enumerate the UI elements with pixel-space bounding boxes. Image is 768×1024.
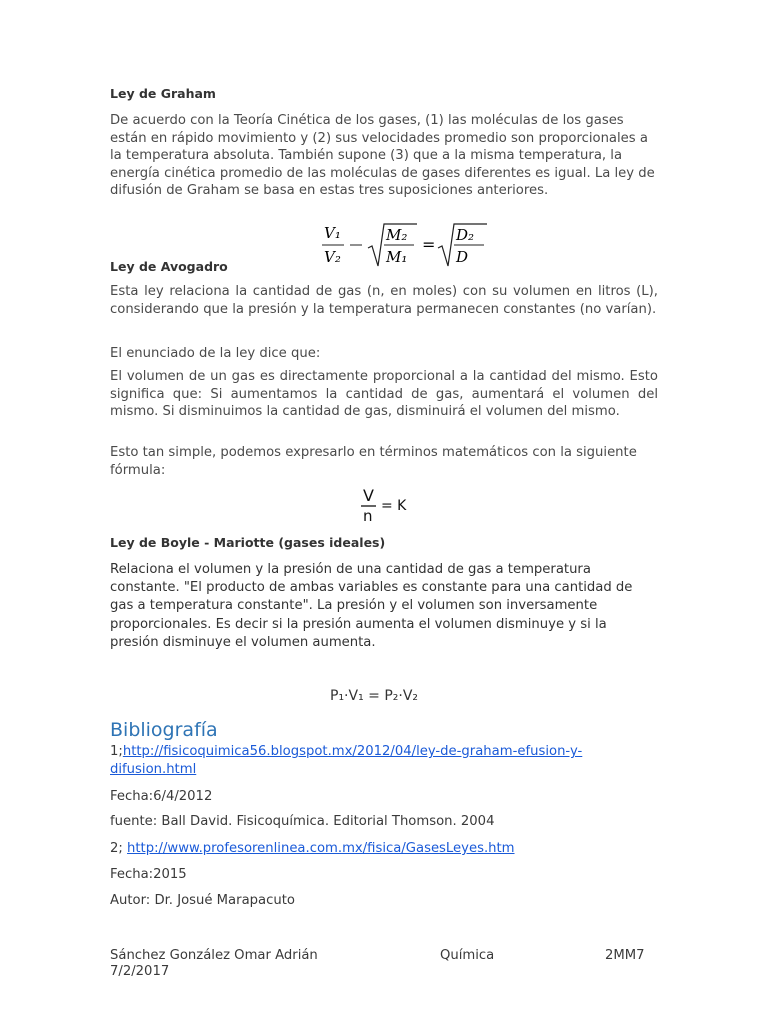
ref1-link[interactable]: http://fisicoquimica56.blogspot.mx/2012/04/ley-de-graham-efusion-y-	[122, 744, 583, 759]
formula-d1: D₂	[456, 226, 475, 244]
formula-k: = K	[381, 498, 407, 514]
ref2-author: Autor: Dr. Josué Marapacuto	[110, 893, 295, 908]
avogadro-paragraph-1: Esta ley relaciona la cantidad de gas (n, en moles) con su volumen en litros (L), considerando que la presión y la temperatura permanecen constantes (no varían).	[110, 284, 658, 317]
ref2-prefix: 2;	[110, 841, 128, 856]
formula-m1: M₁	[386, 248, 408, 266]
footer-author: Sánchez González Omar Adrián	[110, 948, 318, 963]
ref2-line	[110, 841, 515, 856]
boyle-heading: Ley de Boyle - Mariotte (gases ideales)	[110, 535, 386, 550]
avogadro-paragraph-2: El enunciado de la ley dice que:	[110, 346, 321, 361]
boyle-paragraph: Relaciona el volumen y la presión de una cantidad de gas a temperatura constante. "El producto de ambas variables es constante para una cantidad de gas a temperatura constante". La presión y el volumen son inversamente proporcionales. Es decir si la presión aumenta el volumen disminuye y si la presión disminuye el volumen aumenta.	[110, 562, 633, 650]
ref1-link-part2[interactable]: difusion.html	[110, 762, 197, 777]
avogadro-paragraph-3: El volumen de un gas es directamente proporcional a la cantidad del mismo. Esto significa que: Si aumentamos la cantidad de gas, aumentará el volumen del mismo. Si disminuimos la cantidad de gas, disminuirá el volumen del mismo.	[110, 369, 658, 419]
formula-d2: D	[456, 248, 469, 266]
ref1-prefix: 1;	[110, 744, 123, 759]
formula-v1: V₁	[324, 224, 341, 242]
graham-formula	[322, 220, 492, 270]
ref1-date: Fecha:6/4/2012	[110, 789, 213, 804]
formula-n: n	[363, 507, 373, 524]
avogadro-formula-graphic	[360, 486, 420, 524]
avogadro-heading: Ley de Avogadro	[110, 259, 228, 274]
graham-paragraph: De acuerdo con la Teoría Cinética de los gases, (1) las moléculas de los gases están en rápido movimiento y (2) sus velocidades promedio son proporcionales a la temperatura absoluta. También supone (3) que a la misma temperatura, la energía cinética promedio de las moléculas de gases diferentes es igual. La ley de difusión de Graham se basa en estas tres suposiciones anteriores.	[110, 113, 655, 198]
graham-formula-graphic	[322, 220, 492, 270]
ref1-source: fuente: Ball David. Fisicoquímica. Editorial Thomson. 2004	[110, 814, 495, 829]
formula-v2: V₂	[324, 248, 341, 266]
footer-group: 2MM7	[605, 948, 645, 963]
ref2-date: Fecha:2015	[110, 867, 187, 882]
bibliography-heading: Bibliografía	[110, 719, 218, 741]
formula-equals: =	[422, 235, 436, 254]
footer-subject: Química	[440, 948, 495, 963]
ref1-link-continuation	[110, 762, 196, 777]
avogadro-formula	[360, 486, 420, 524]
ref2-link[interactable]: http://www.profesorenlinea.com.mx/fisica/GasesLeyes.htm	[127, 841, 515, 856]
graham-heading: Ley de Graham	[110, 86, 216, 101]
boyle-formula: P₁·V₁ = P₂·V₂	[330, 688, 419, 704]
ref1-line	[110, 744, 582, 759]
avogadro-paragraph-4: Esto tan simple, podemos expresarlo en términos matemáticos con la siguiente fórmula:	[110, 445, 637, 478]
formula-m2: M₂	[386, 226, 408, 244]
footer-date: 7/2/2017	[110, 964, 170, 979]
formula-v: V	[363, 486, 374, 505]
